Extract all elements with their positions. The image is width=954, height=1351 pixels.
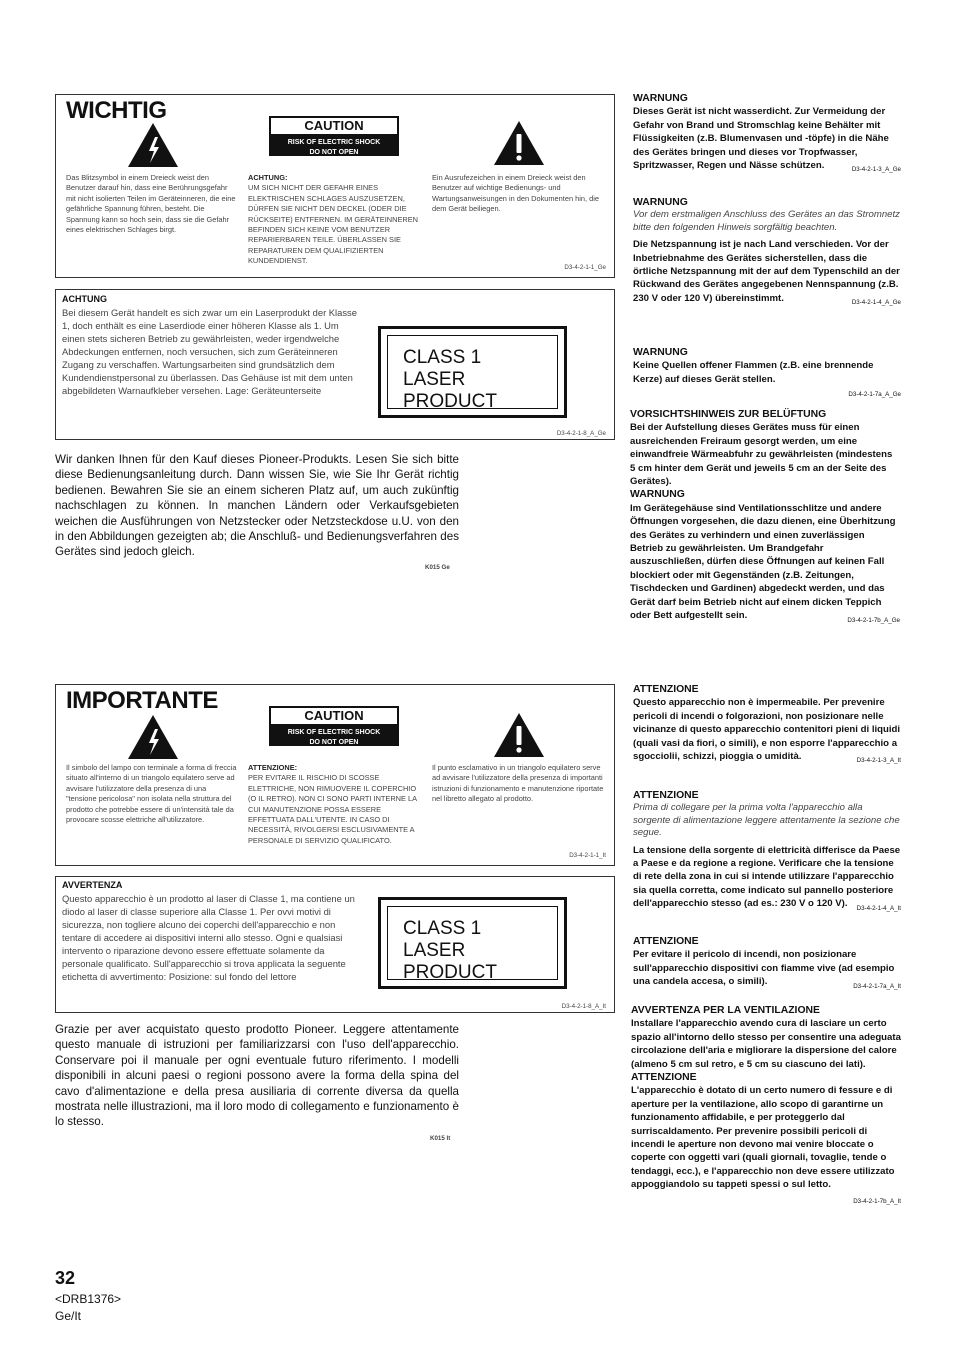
warning-text: Per evitare il pericolo di incendi, non posizionare sull'apparecchio dispositivi con fiamme vive (ad esempio una candela accesa, o simili).: [633, 949, 895, 988]
warning-text: Die Netzspannung ist je nach Land verschieden. Vor der Inbetriebnahme des Gerätes sicherstellen, dass die örtliche Netzspannung mit der auf dem Typenschild an der Rückwand des Gerätes angegebenen Nennspannung (z.B. 230 V oder 120 V) übereinstimmt.: [633, 239, 900, 304]
doc-code: D3-4-2-1-4_A_Ge: [851, 299, 901, 307]
warning-flame: [633, 346, 901, 402]
lightning-triangle-icon: [128, 715, 178, 759]
lightning-explanation: Das Blitzsymbol in einem Dreieck weist den Benutzer darauf hin, dass eine Berührungsgefahr mit nicht isolierten Teilen im Geräteinneren, die eine gefährliche Spannung führen, besteht. Die Spannung kann so hoch sein, dass sie die Gefahr eines elektrischen Schlages birgt.: [66, 173, 236, 235]
doc-code: D3-4-2-1-1_It: [569, 852, 606, 859]
laser-label-line2: LASER PRODUCT: [403, 940, 497, 983]
class1-laser-label: [378, 897, 567, 989]
caution-label: [269, 116, 399, 156]
exclamation-triangle-icon: [494, 121, 544, 165]
caution-line2: DO NOT OPEN: [309, 149, 359, 156]
warning-water: [633, 683, 901, 768]
warning-italic: Prima di collegare per la prima volta l'apparecchio alla sorgente di alimentazione leggere attentamente la sezione che segue.: [633, 802, 900, 839]
caution-subtext: [269, 726, 399, 746]
caution-explanation: [248, 173, 420, 267]
warning-head: ATTENZIONE: [633, 684, 699, 695]
exclamation-explanation: Ein Ausrufezeichen in einem Dreieck weist den Benutzer auf wichtige Bedienungs- und Wartungsanweisungen in den Dokumenten hin, die dem Gerät beiliegen.: [432, 173, 599, 214]
laser-warning-body: Bei diesem Gerät handelt es sich zwar um ein Laserprodukt der Klasse 1, doch enthält es eine Laserdiode einer höheren Klasse als 1. Um einen stets sicheren Betrieb zu gewährleisten, weder irgendwelche Abdeckungen entfernen, noch versuchen, sich zum Geräteinneren Zugang zu verschaffen. Wartungsarbeiten sind grundsätzlich dem Kundendienstpersonal zu überlassen. Das Gehäuse ist mit dem unten abgebildeten Warnaufkleber versehen. Lage: Geräteunterseite: [62, 307, 357, 396]
warning-flame: [633, 935, 901, 993]
warning-head: WARNUNG: [633, 93, 688, 104]
warning-head: WARNUNG: [633, 347, 688, 358]
class1-laser-label: [378, 326, 567, 418]
intro-text: Wir danken Ihnen für den Kauf dieses Pioneer-Produkts. Lesen Sie sich bitte diese Bedienungsanleitung durch. Dann wissen Sie, wie Sie Ihr Gerät richtig bedienen. Bewahren Sie sie an einem sicheren Platz auf, um auch zukünftig nachschlagen zu können. In manchen Ländern oder Verkaufsgebieten weichen die Ausführungen von Netzstecker oder Netzsteckdose u.U. von den in den Abbildungen gezeigten ab; die Anschluß- und Bedienungsverfahren des Gerätes sind jedoch gleich.: [55, 453, 459, 559]
laser-warning-box: [55, 876, 615, 1013]
ventilation-text: Bei der Aufstellung dieses Gerätes muss für einen ausreichenden Freiraum gesorgt werden, um eine einwandfreie Wärmeabfuhr zu gewährleisten (mindestens 5 cm hinter dem Gerät und jeweils 5 cm an der Seite des Gerätes).: [630, 422, 893, 488]
laser-warning-head: AVVERTENZA: [62, 880, 123, 890]
laser-warning-text: [62, 879, 364, 983]
ventilation-warning-head: ATTENZIONE: [631, 1072, 697, 1084]
section-title: IMPORTANTE: [66, 687, 218, 714]
doc-code: D3-4-2-1-4_A_It: [856, 904, 901, 912]
doc-code: D3-4-2-1-3_A_Ge: [851, 166, 901, 174]
exclamation-explanation: Il punto esclamativo in un triangolo equilatero serve ad avvisare l'utilizzatore della presenza di importanti istruzioni di funzionamento e manutenzione riportate nel libretto allegato al prodotto.: [432, 763, 604, 804]
caution-explanation: [248, 763, 420, 846]
warning-text: La tensione della sorgente di elettricità differisce da Paese a Paese e da regione a regione. Verificare che la tensione di rete della zona in cui si intende utilizzare l'apparecchio sia quella corretta, come indicato sul pannello posteriore dell'apparecchio stesso (ad es.: 230 V o 120 V).: [633, 844, 901, 910]
intro-paragraph: [55, 1022, 459, 1130]
wichtig-box: [55, 94, 615, 278]
caution-explanation-head: ATTENZIONE:: [248, 763, 298, 772]
warning-voltage: [633, 196, 901, 310]
doc-code: K015 It: [430, 1135, 451, 1142]
doc-code: D3-4-2-1-8_A_Ge: [556, 430, 606, 437]
warning-head: ATTENZIONE: [633, 936, 699, 947]
warning-voltage: [633, 789, 901, 915]
intro-text: Grazie per aver acquistato questo prodotto Pioneer. Leggere attentamente questo manuale di istruzioni per familiarizzarsi con l'uso dell'apparecchio. Conservare poi il manuale per ogni eventuale futuro riferimento. I modelli disponibili in alcuni paesi o regioni possono avere la forma della spina del cavo d'alimentazione e della presa ausiliaria di corrente diversa da quella mostrata nelle illustrazioni, ma il loro modo di collegamento e funzionamento è lo stesso.: [55, 1023, 459, 1129]
warning-italic: Vor dem erstmaligen Anschluss des Gerätes an das Stromnetz bitte den folgenden Hinweis sorgfältig beachten.: [633, 209, 900, 233]
doc-code: D3-4-2-1-7b_A_Ge: [847, 616, 900, 624]
doc-code: D3-4-2-1-7a_A_Ge: [848, 391, 901, 399]
doc-code: D3-4-2-1-7a_A_It: [853, 982, 901, 990]
caution-explanation-text: UM SICH NICHT DER GEFAHR EINES ELEKTRISCHEN SCHLAGES AUSZUSETZEN, DÜRFEN SIE NICHT DEN DECKEL (ODER DIE RÜCKSEITE) ENTFERNEN. IM GERÄTEINNEREN BEFINDEN SICH KEINE VOM BENUTZER REPARIERBAREN TEILE. ÜBERLASSEN SIE REPARATUREN DEM QUALIFIZIERTEN KUNDENDIENST.: [248, 183, 418, 266]
exclamation-triangle-icon: [494, 713, 544, 757]
caution-line1: RISK OF ELECTRIC SHOCK: [287, 139, 381, 146]
ventilation-notice: [631, 1004, 901, 1208]
caution-subtext: [269, 136, 399, 156]
intro-paragraph: [55, 452, 459, 560]
laser-label-line1: CLASS 1: [403, 347, 482, 368]
ventilation-warning-text: L'apparecchio è dotato di un certo numero di fessure e di aperture per la ventilazione, allo scopo di garantirne un funzionamento affidabile, e per proteggerlo dal surriscaldamento. Per prevenire possibili pericoli di incendi le aperture non devono mai venire bloccate o coperte con oggetti vari (quali giornali, tovaglie, tende o tendaggi, ecc.), e l'apparecchio non deve essere utilizzato appoggiandolo su tappeti spessi o sul letto.: [631, 1085, 895, 1191]
model-code: <DRB1376>: [55, 1292, 122, 1306]
caution-explanation-text: PER EVITARE IL RISCHIO DI SCOSSE ELETTRICHE, NON RIMUOVERE IL COPERCHIO (O IL RETRO). NON CI SONO PARTI INTERNE LA CUI MANUTENZIONE POSSA ESSERE EFFETTUATA DALL'UTENTE. IN CASO DI NECESSITÀ, RIVOLGERSI ESCLUSIVAMENTE A PERSONALE DI SERVIZIO QUALIFICATO.: [248, 773, 417, 845]
warning-text: Dieses Gerät ist nicht wasserdicht. Zur Vermeidung der Gefahr von Brand und Stromschlag keine Behälter mit Flüssigkeiten (z.B. Blumenvasen und -töpfe) in die Nähe des Gerätes bringen und dieses vor Tropfwasser, Spritzwasser, Regen und Nässe schützen.: [633, 106, 889, 172]
laser-label-line2: LASER PRODUCT: [403, 369, 497, 412]
caution-line1: RISK OF ELECTRIC SHOCK: [287, 729, 381, 736]
warning-head: ATTENZIONE: [633, 790, 699, 801]
laser-warning-head: ACHTUNG: [62, 294, 107, 304]
doc-code: D3-4-2-1-1_Ge: [564, 264, 606, 271]
importante-box: [55, 684, 615, 866]
warning-text: Questo apparecchio non è impermeabile. Per prevenire pericoli di incendi o folgorazioni, non posizionare nelle vicinanze di questo apparecchio contenitori pieni di liquidi (quali vasi da fiori, o simili), e non esporre l'apparecchio a sgocciolii, schizzi, pioggia o umidità.: [633, 697, 901, 763]
ventilation-warning-head: WARNUNG: [630, 489, 685, 501]
warning-water: [633, 92, 901, 177]
ventilation-warning-text: Im Gerätegehäuse sind Ventilationsschlitze und andere Öffnungen vorgesehen, die dazu dienen, eine Überhitzung des Gerätes zu verhindern und einen zuverlässigen Betrieb zu gewährleisten. Um Brandgefahr auszuschließen, dürfen diese Öffnungen auf keinen Fall blockiert oder mit Gegenständen (z.B. Zeitungen, Tischdecken und Gardinen) abgedeckt werden, und das Gerät darf beim Betrieb nicht auf einem dicken Teppich oder Bett aufgestellt sein.: [630, 502, 896, 622]
doc-code: D3-4-2-1-7b_A_It: [853, 1197, 901, 1205]
ventilation-text: Installare l'apparecchio avendo cura di lasciare un certo spazio all'intorno dello stesso per consentire una adeguata circolazione dell'aria e migliorare la dispersione del calore (almeno 5 cm sul retro, e 5 cm su ciascuno dei lati).: [631, 1018, 901, 1070]
ventilation-head: VORSICHTSHINWEIS ZUR BELÜFTUNG: [630, 409, 827, 420]
caution-label: [269, 706, 399, 746]
doc-code: D3-4-2-1-3_A_It: [856, 757, 901, 765]
laser-warning-text: [62, 293, 364, 397]
warning-text: Keine Quellen offener Flammen (z.B. eine brennende Kerze) auf dieses Gerät stellen.: [633, 360, 874, 385]
lightning-explanation: Il simbolo del lampo con terminale a forma di freccia situato all'interno di un triangolo equilatero serve ad avvisare l'utilizzatore della presenza di una "tensione pericolosa" non isolata nella struttura del prodotto che potrebbe essere di un'intensità tale da provocare scosse elettriche all'utilizzatore.: [66, 763, 237, 825]
laser-warning-body: Questo apparecchio è un prodotto al laser di Classe 1, ma contiene un diodo al laser di classe superiore alla Classe 1. Per ovvi motivi di sicurezza, non togliere alcuno dei coperchi dell'apparecchio e non tentare di accedere ai dispositivi interni allo stesso. Ogni e qualsiasi intervento o riparazione devono essere effettuate solamente da personale qualificato. Sull'apparecchio si trova applicata la seguente etichetta di avvertimento: Posizione: sul fondo del lettore: [62, 893, 355, 982]
section-title: WICHTIG: [66, 97, 167, 124]
lightning-triangle-icon: [128, 123, 178, 167]
doc-code: K015 Ge: [425, 564, 450, 571]
ventilation-notice: [630, 408, 900, 627]
ventilation-head: AVVERTENZA PER LA VENTILAZIONE: [631, 1005, 820, 1016]
caution-explanation-head: ACHTUNG:: [248, 173, 288, 182]
laser-warning-box: [55, 289, 615, 440]
doc-code: D3-4-2-1-8_A_It: [561, 1003, 606, 1010]
caution-label-text: CAUTION: [269, 706, 399, 726]
language-code: Ge/It: [55, 1309, 82, 1323]
page-number: 32: [55, 1268, 76, 1288]
caution-label-text: CAUTION: [269, 116, 399, 136]
caution-line2: DO NOT OPEN: [309, 739, 359, 746]
laser-label-line1: CLASS 1: [403, 918, 482, 939]
warning-head: WARNUNG: [633, 197, 688, 208]
